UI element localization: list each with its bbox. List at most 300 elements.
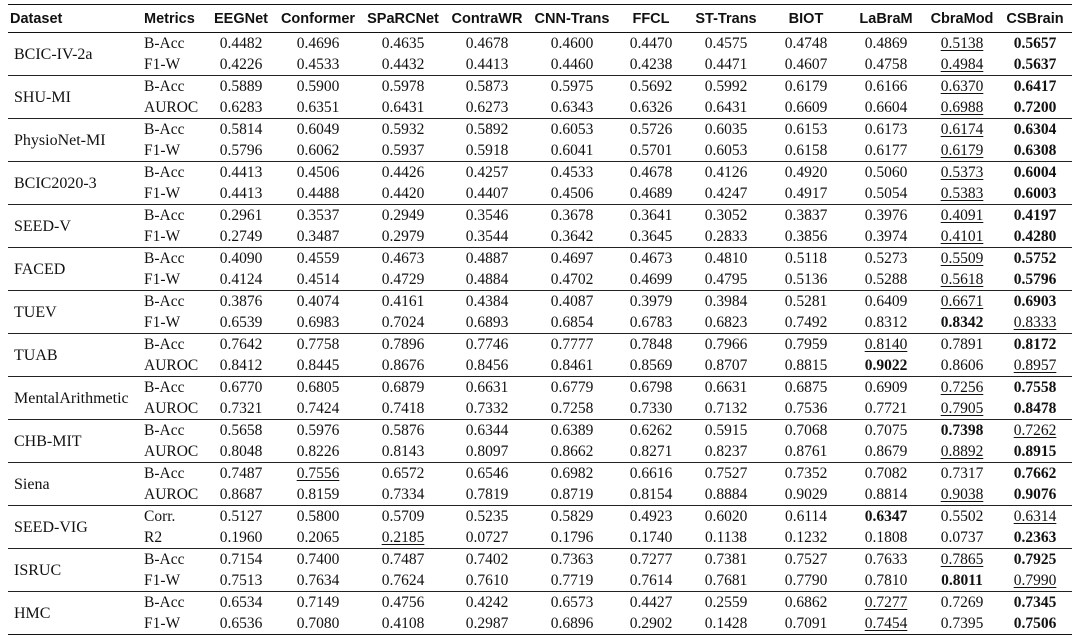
score-cell: 0.5829 (550, 508, 594, 525)
score-cell: 0.4533 (550, 164, 594, 181)
dataset-name: PhysioNet-MI (14, 131, 106, 149)
score-cell: 0.6304 (1013, 121, 1057, 138)
score-cell: 0.7959 (784, 336, 828, 353)
score-cell: 0.8237 (704, 443, 748, 460)
score-cell: 0.5618 (940, 271, 984, 288)
score-cell: 0.2559 (704, 594, 748, 611)
score-cell: 0.8140 (864, 336, 908, 353)
score-cell: 0.6616 (629, 465, 673, 482)
score-cell: 0.2185 (381, 529, 425, 546)
metric-name: B-Acc (144, 422, 185, 439)
score-cell: 0.6770 (219, 379, 263, 396)
score-cell: 0.3641 (629, 207, 673, 224)
score-cell: 0.7790 (784, 572, 828, 589)
score-cell: 0.6177 (864, 142, 908, 159)
score-cell: 0.6003 (1013, 185, 1057, 202)
score-cell: 0.4514 (296, 271, 340, 288)
metric-name: F1-W (144, 56, 181, 73)
score-cell: 0.6314 (1013, 508, 1057, 525)
score-cell: 0.4920 (784, 164, 828, 181)
score-cell: 0.1232 (784, 529, 828, 546)
score-cell: 0.1428 (704, 615, 748, 632)
score-cell: 0.5726 (629, 121, 673, 138)
score-cell: 0.7891 (940, 336, 984, 353)
score-cell: 0.4161 (381, 293, 425, 310)
dataset-group (8, 205, 1072, 248)
score-cell: 0.4091 (940, 207, 984, 224)
metric-name: B-Acc (144, 35, 185, 52)
score-cell: 0.2833 (704, 228, 748, 245)
header-model: EEGNet (206, 5, 276, 33)
score-cell: 0.3856 (784, 228, 828, 245)
dataset-name: SEED-VIG (14, 518, 88, 536)
score-cell: 0.9022 (864, 357, 908, 374)
score-cell: 0.7418 (381, 400, 425, 417)
score-cell: 0.4607 (784, 56, 828, 73)
metric-name: AUROC (144, 486, 199, 503)
score-cell: 0.8048 (219, 443, 263, 460)
score-cell: 0.8884 (704, 486, 748, 503)
score-cell: 0.6982 (550, 465, 594, 482)
score-cell: 0.7381 (704, 551, 748, 568)
dataset-group (8, 119, 1072, 162)
score-cell: 0.7149 (296, 594, 340, 611)
score-cell: 0.5709 (381, 508, 425, 525)
score-cell: 0.4600 (550, 35, 594, 52)
score-cell: 0.5978 (381, 78, 425, 95)
header-dataset: Dataset (8, 5, 140, 33)
metric-name: B-Acc (144, 551, 185, 568)
metric-name: B-Acc (144, 594, 185, 611)
score-cell: 0.2979 (381, 228, 425, 245)
score-cell: 0.6035 (704, 121, 748, 138)
score-cell: 0.7277 (864, 594, 908, 611)
score-cell: 0.6572 (381, 465, 425, 482)
metric-name: B-Acc (144, 164, 185, 181)
score-cell: 0.6854 (550, 314, 594, 331)
score-cell: 0.5976 (296, 422, 340, 439)
score-cell: 0.1138 (704, 529, 748, 546)
score-cell: 0.5915 (704, 422, 748, 439)
metric-name: AUROC (144, 443, 199, 460)
dataset-group (8, 377, 1072, 420)
score-cell: 0.4756 (381, 594, 425, 611)
score-cell: 0.5796 (1013, 271, 1057, 288)
score-cell: 0.7819 (465, 486, 509, 503)
score-cell: 0.5692 (629, 78, 673, 95)
score-cell: 0.5373 (940, 164, 984, 181)
score-cell: 0.6903 (1013, 293, 1057, 310)
score-cell: 0.6546 (465, 465, 509, 482)
dataset-group (8, 76, 1072, 119)
score-cell: 0.6062 (296, 142, 340, 159)
dataset-name: HMC (14, 604, 51, 622)
score-cell: 0.7681 (704, 572, 748, 589)
score-cell: 0.6343 (550, 99, 594, 116)
score-cell: 0.4432 (381, 56, 425, 73)
score-cell: 0.7633 (864, 551, 908, 568)
score-cell: 0.4413 (219, 164, 263, 181)
table-row (8, 33, 1072, 55)
score-cell: 0.6609 (784, 99, 828, 116)
score-cell: 0.8226 (296, 443, 340, 460)
score-cell: 0.7610 (465, 572, 509, 589)
score-cell: 0.7777 (550, 336, 594, 353)
score-cell: 0.7395 (940, 615, 984, 632)
score-cell: 0.5127 (219, 508, 263, 525)
score-cell: 0.4923 (629, 508, 673, 525)
score-cell: 0.7345 (1013, 594, 1057, 611)
score-cell: 0.8011 (941, 572, 983, 589)
metric-name: AUROC (144, 99, 199, 116)
score-cell: 0.7321 (219, 400, 263, 417)
score-cell: 0.4460 (550, 56, 594, 73)
score-cell: 0.7262 (1013, 422, 1057, 439)
score-cell: 0.7527 (784, 551, 828, 568)
score-cell: 0.7154 (219, 551, 263, 568)
score-cell: 0.6893 (465, 314, 509, 331)
score-cell: 0.8707 (704, 357, 748, 374)
metric-name: AUROC (144, 400, 199, 417)
score-cell: 0.4407 (465, 185, 509, 202)
table-row (8, 269, 1072, 291)
score-cell: 0.4087 (550, 293, 594, 310)
score-cell: 0.4810 (704, 250, 748, 267)
score-cell: 0.7662 (1013, 465, 1057, 482)
score-cell: 0.6631 (465, 379, 509, 396)
score-cell: 0.5752 (1013, 250, 1057, 267)
score-cell: 0.4247 (704, 185, 748, 202)
score-cell: 0.6389 (550, 422, 594, 439)
score-cell: 0.8412 (219, 357, 263, 374)
score-cell: 0.7332 (465, 400, 509, 417)
score-cell: 0.6573 (550, 594, 594, 611)
score-cell: 0.6862 (784, 594, 828, 611)
score-cell: 0.4471 (704, 56, 748, 73)
dataset-name: BCIC2020-3 (14, 174, 97, 192)
score-cell: 0.5658 (219, 422, 263, 439)
score-cell: 0.4635 (381, 35, 425, 52)
score-cell: 0.6431 (704, 99, 748, 116)
score-cell: 0.4758 (864, 56, 908, 73)
score-cell: 0.8342 (940, 314, 984, 331)
score-cell: 0.3678 (550, 207, 594, 224)
score-cell: 0.7536 (784, 400, 828, 417)
dataset-group (8, 420, 1072, 463)
score-cell: 0.3976 (864, 207, 908, 224)
score-cell: 0.5975 (550, 78, 594, 95)
score-cell: 0.7487 (219, 465, 263, 482)
score-cell: 0.2902 (629, 615, 673, 632)
score-cell: 0.5060 (864, 164, 908, 181)
score-cell: 0.8662 (550, 443, 594, 460)
score-cell: 0.7865 (940, 551, 984, 568)
score-cell: 0.6158 (784, 142, 828, 159)
dataset-name: TUEV (14, 303, 57, 321)
score-cell: 0.7642 (219, 336, 263, 353)
score-cell: 0.4884 (465, 271, 509, 288)
score-cell: 0.4238 (629, 56, 673, 73)
dataset-group (8, 33, 1072, 76)
score-cell: 0.9038 (940, 486, 984, 503)
score-cell: 0.4280 (1013, 228, 1057, 245)
score-cell: 0.5118 (784, 250, 828, 267)
score-cell: 0.4702 (550, 271, 594, 288)
score-cell: 0.3979 (629, 293, 673, 310)
header-model: ContraWR (446, 5, 528, 33)
dataset-name: MentalArithmetic (14, 389, 129, 407)
metric-name: B-Acc (144, 336, 185, 353)
score-cell: 0.6417 (1013, 78, 1057, 95)
score-cell: 0.3876 (219, 293, 263, 310)
score-cell: 0.1796 (550, 529, 594, 546)
score-cell: 0.4413 (465, 56, 509, 73)
metric-name: B-Acc (144, 465, 185, 482)
score-cell: 0.6153 (784, 121, 828, 138)
table-row (8, 549, 1072, 571)
score-cell: 0.7454 (864, 615, 908, 632)
dataset-name: SHU-MI (14, 88, 71, 106)
score-cell: 0.4506 (296, 164, 340, 181)
score-cell: 0.4108 (381, 615, 425, 632)
score-cell: 0.8172 (1013, 336, 1057, 353)
score-cell: 0.7556 (296, 465, 340, 482)
table-row (8, 97, 1072, 119)
score-cell: 0.4384 (465, 293, 509, 310)
score-cell: 0.7256 (940, 379, 984, 396)
dataset-group (8, 592, 1072, 635)
table-row (8, 140, 1072, 162)
score-cell: 0.5800 (296, 508, 340, 525)
score-cell: 0.4197 (1013, 207, 1057, 224)
score-cell: 0.7896 (381, 336, 425, 353)
table-row (8, 398, 1072, 420)
score-cell: 0.4426 (381, 164, 425, 181)
score-cell: 0.5814 (219, 121, 263, 138)
table-row (8, 248, 1072, 270)
score-cell: 0.0727 (465, 529, 509, 546)
dataset-name: BCIC-IV-2a (14, 45, 93, 63)
metric-name: F1-W (144, 314, 181, 331)
score-cell: 0.6409 (864, 293, 908, 310)
score-cell: 0.6783 (629, 314, 673, 331)
score-cell: 0.7506 (1013, 615, 1057, 632)
score-cell: 0.6344 (465, 422, 509, 439)
dataset-group (8, 291, 1072, 334)
score-cell: 0.2363 (1013, 529, 1057, 546)
dataset-group (8, 334, 1072, 377)
score-cell: 0.3546 (465, 207, 509, 224)
score-cell: 0.5657 (1013, 35, 1057, 52)
score-cell: 0.4575 (704, 35, 748, 52)
score-cell: 0.6053 (550, 121, 594, 138)
score-cell: 0.4533 (296, 56, 340, 73)
score-cell: 0.5136 (784, 271, 828, 288)
score-cell: 0.3645 (629, 228, 673, 245)
score-cell: 0.6179 (784, 78, 828, 95)
score-cell: 0.7721 (864, 400, 908, 417)
score-cell: 0.3984 (704, 293, 748, 310)
header-model: SPaRCNet (360, 5, 446, 33)
score-cell: 0.1740 (629, 529, 673, 546)
score-cell: 0.8154 (629, 486, 673, 503)
dataset-name: FACED (14, 260, 66, 278)
score-cell: 0.3487 (296, 228, 340, 245)
header-model: CNN-Trans (528, 5, 616, 33)
score-cell: 0.3537 (296, 207, 340, 224)
table-row (8, 377, 1072, 399)
table-row (8, 463, 1072, 485)
score-cell: 0.5873 (465, 78, 509, 95)
score-cell: 0.7719 (550, 572, 594, 589)
score-cell: 0.2065 (296, 529, 340, 546)
score-cell: 0.7132 (704, 400, 748, 417)
score-cell: 0.5502 (940, 508, 984, 525)
score-cell: 0.6896 (550, 615, 594, 632)
score-cell: 0.7402 (465, 551, 509, 568)
score-cell: 0.7317 (940, 465, 984, 482)
score-cell: 0.8271 (629, 443, 673, 460)
score-cell: 0.6879 (381, 379, 425, 396)
score-cell: 0.4413 (219, 185, 263, 202)
score-cell: 0.4689 (629, 185, 673, 202)
score-cell: 0.6351 (296, 99, 340, 116)
score-cell: 0.8461 (550, 357, 594, 374)
score-cell: 0.8892 (940, 443, 984, 460)
score-cell: 0.4124 (219, 271, 263, 288)
score-cell: 0.6020 (704, 508, 748, 525)
metric-name: B-Acc (144, 250, 185, 267)
score-cell: 0.5900 (296, 78, 340, 95)
score-cell: 0.5932 (381, 121, 425, 138)
score-cell: 0.6431 (381, 99, 425, 116)
dataset-name: ISRUC (14, 561, 62, 579)
score-cell: 0.7905 (940, 400, 984, 417)
score-cell: 0.4506 (550, 185, 594, 202)
score-cell: 0.6671 (940, 293, 984, 310)
score-cell: 0.7200 (1013, 99, 1057, 116)
score-cell: 0.8814 (864, 486, 908, 503)
score-cell: 0.7258 (550, 400, 594, 417)
score-cell: 0.8456 (465, 357, 509, 374)
score-cell: 0.7624 (381, 572, 425, 589)
score-cell: 0.7810 (864, 572, 908, 589)
score-cell: 0.6049 (296, 121, 340, 138)
score-cell: 0.5992 (704, 78, 748, 95)
score-cell: 0.6536 (219, 615, 263, 632)
metric-name: F1-W (144, 142, 181, 159)
score-cell: 0.7269 (940, 594, 984, 611)
score-cell: 0.2749 (219, 228, 263, 245)
metric-name: F1-W (144, 185, 181, 202)
score-cell: 0.4470 (629, 35, 673, 52)
score-cell: 0.5796 (219, 142, 263, 159)
metric-name: F1-W (144, 615, 181, 632)
metric-name: AUROC (144, 357, 199, 374)
metric-name: B-Acc (144, 121, 185, 138)
score-cell: 0.4559 (296, 250, 340, 267)
table-row (8, 312, 1072, 334)
dataset-name: TUAB (14, 346, 58, 364)
table-row (8, 334, 1072, 356)
metric-name: R2 (144, 529, 163, 546)
score-cell: 0.8815 (784, 357, 828, 374)
score-cell: 0.2987 (465, 615, 509, 632)
metric-name: B-Acc (144, 379, 185, 396)
score-cell: 0.4257 (465, 164, 509, 181)
score-cell: 0.6173 (864, 121, 908, 138)
score-cell: 0.6004 (1013, 164, 1057, 181)
score-cell: 0.5383 (940, 185, 984, 202)
score-cell: 0.6053 (704, 142, 748, 159)
table-row (8, 162, 1072, 184)
score-cell: 0.8143 (381, 443, 425, 460)
score-cell: 0.4678 (465, 35, 509, 52)
score-cell: 0.4420 (381, 185, 425, 202)
dataset-group (8, 549, 1072, 592)
score-cell: 0.4984 (940, 56, 984, 73)
score-cell: 0.8915 (1013, 443, 1057, 460)
score-cell: 0.4697 (550, 250, 594, 267)
score-cell: 0.7558 (1013, 379, 1057, 396)
score-cell: 0.8676 (381, 357, 425, 374)
score-cell: 0.4917 (784, 185, 828, 202)
metric-name: F1-W (144, 228, 181, 245)
score-cell: 0.7334 (381, 486, 425, 503)
score-cell: 0.5054 (864, 185, 908, 202)
score-cell: 0.6805 (296, 379, 340, 396)
score-cell: 0.7091 (784, 615, 828, 632)
score-cell: 0.4482 (219, 35, 263, 52)
metric-name: B-Acc (144, 293, 185, 310)
score-cell: 0.8679 (864, 443, 908, 460)
metric-name: B-Acc (144, 78, 185, 95)
score-cell: 0.4673 (629, 250, 673, 267)
dataset-name: CHB-MIT (14, 432, 82, 450)
score-cell: 0.6308 (1013, 142, 1057, 159)
score-cell: 0.8159 (296, 486, 340, 503)
score-cell: 0.7758 (296, 336, 340, 353)
score-cell: 0.2949 (381, 207, 425, 224)
score-cell: 0.5288 (864, 271, 908, 288)
score-cell: 0.6262 (629, 422, 673, 439)
score-cell: 0.7424 (296, 400, 340, 417)
score-cell: 0.6534 (219, 594, 263, 611)
score-cell: 0.7330 (629, 400, 673, 417)
table-row (8, 205, 1072, 227)
score-cell: 0.8719 (550, 486, 594, 503)
table-row (8, 291, 1072, 313)
header-model: LaBraM (846, 5, 926, 33)
score-cell: 0.7400 (296, 551, 340, 568)
score-cell: 0.5138 (940, 35, 984, 52)
score-cell: 0.7277 (629, 551, 673, 568)
table-row (8, 355, 1072, 377)
score-cell: 0.6166 (864, 78, 908, 95)
score-cell: 0.7614 (629, 572, 673, 589)
score-cell: 0.7024 (381, 314, 425, 331)
score-cell: 0.5273 (864, 250, 908, 267)
score-cell: 0.6604 (864, 99, 908, 116)
score-cell: 0.9076 (1013, 486, 1057, 503)
score-cell: 0.3837 (784, 207, 828, 224)
score-cell: 0.5637 (1013, 56, 1057, 73)
score-cell: 0.7075 (864, 422, 908, 439)
score-cell: 0.7363 (550, 551, 594, 568)
score-cell: 0.6631 (704, 379, 748, 396)
score-cell: 0.8957 (1013, 357, 1057, 374)
score-cell: 0.4887 (465, 250, 509, 267)
